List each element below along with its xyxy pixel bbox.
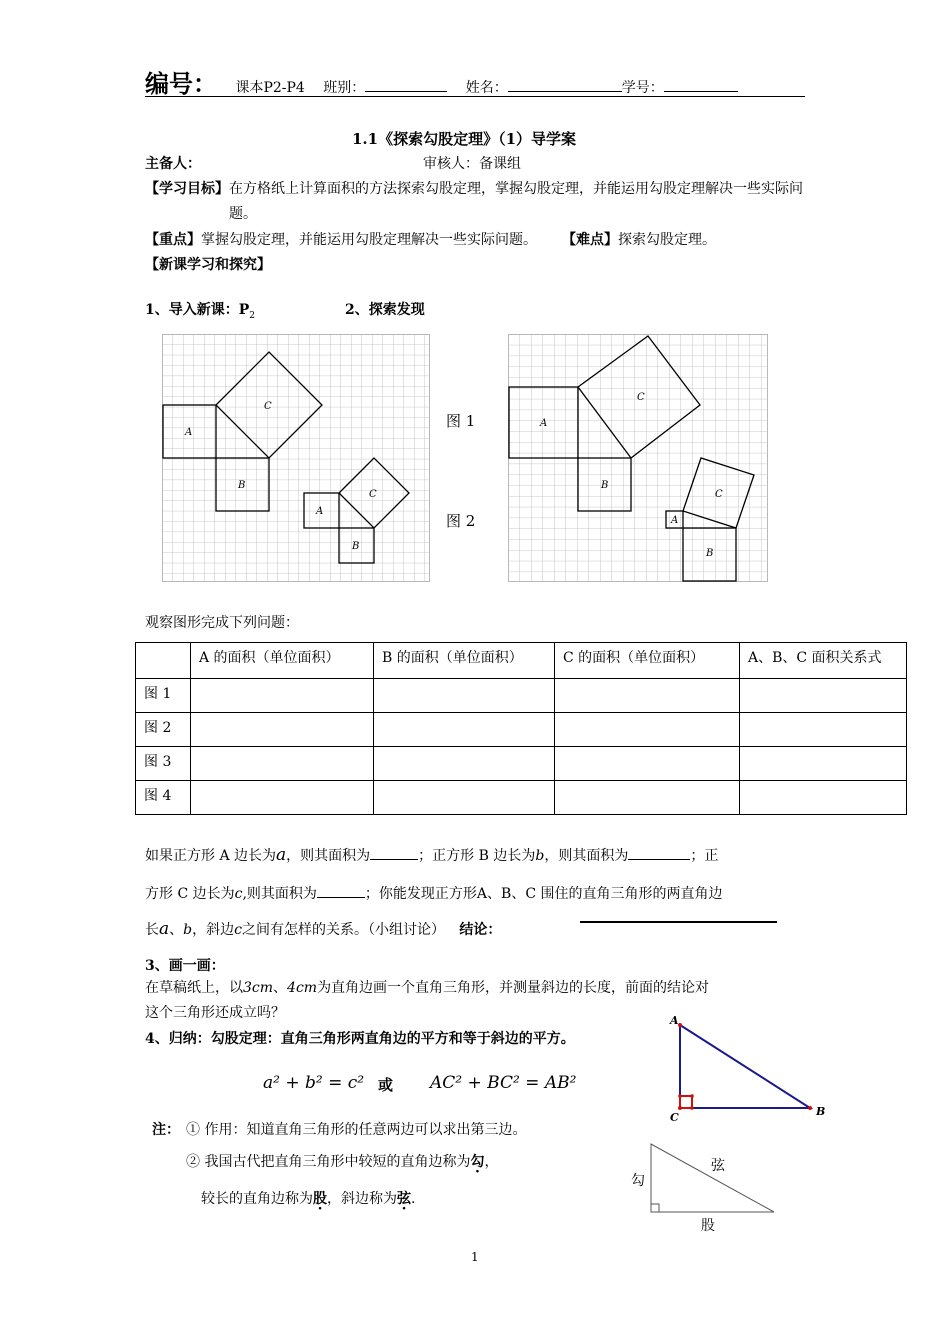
fig2-label-c: C: [369, 489, 377, 500]
section-3: 3、画一画：: [145, 958, 225, 974]
reviewer: 审核人：备课组: [423, 156, 521, 172]
table-cell[interactable]: [740, 713, 907, 747]
key-point: [145, 229, 537, 249]
blank-b-area[interactable]: [628, 847, 690, 860]
row-label: 图 3: [136, 747, 191, 781]
note-text: ，斜边称为: [327, 1191, 397, 1207]
table-cell[interactable]: [191, 679, 374, 713]
blank-c-area[interactable]: [317, 885, 365, 898]
fig3-label-a: A: [540, 418, 548, 429]
table-header-row: [136, 643, 907, 679]
var-b: b: [183, 922, 193, 938]
table-cell[interactable]: [555, 747, 740, 781]
goal-text: 在方格纸上计算面积的方法探索勾股定理，掌握勾股定理，并能运用勾股定理解决一些实际问: [229, 181, 803, 197]
draw-text: 在草稿纸上，以: [145, 980, 243, 996]
row-label: 图 1: [136, 679, 191, 713]
var-c: c: [234, 922, 242, 938]
table-row: [136, 713, 907, 747]
fig4-label-b: B: [706, 548, 714, 559]
note-text: .: [411, 1191, 416, 1207]
id-label: 学号：: [621, 80, 664, 96]
fig1-label-b: B: [238, 480, 246, 491]
table-header-cell: [136, 643, 191, 679]
name-label: 姓名：: [465, 80, 508, 96]
para-line-2: [145, 883, 722, 903]
note-2: [186, 1151, 498, 1171]
vertex-a: A: [670, 1014, 679, 1027]
para-text: ，则其面积为: [544, 848, 629, 864]
formula-or: 或: [378, 1076, 394, 1094]
var-c: c: [234, 886, 243, 902]
table-header-cell: A 的面积（单位面积）: [191, 643, 374, 679]
table-header-cell: A、B、C 面积关系式: [740, 643, 907, 679]
conclusion-label: 结论：: [459, 922, 502, 938]
fig2-label-a: A: [316, 506, 324, 517]
table-row: [136, 747, 907, 781]
row-label: 图 2: [136, 713, 191, 747]
note-tag: 注：: [152, 1122, 180, 1138]
fig1-label-a: A: [185, 427, 193, 438]
triangle-gou-gu-xian: [625, 1140, 785, 1235]
diff-tag: 【难点】: [562, 232, 618, 248]
id-blank[interactable]: [664, 77, 738, 92]
table-cell[interactable]: [555, 679, 740, 713]
fig1-label-c: C: [264, 401, 272, 412]
draw-line-2: 这个三角形还成立吗？: [145, 1005, 285, 1021]
para-line-3: [145, 919, 501, 939]
note-3: [201, 1188, 415, 1208]
section-1-text: 1、导入新课：P: [145, 302, 250, 318]
page-number: 1: [471, 1250, 479, 1264]
para-text: ，则其面积为: [286, 848, 371, 864]
difficulty: [562, 229, 716, 249]
section-4: 4、归纳：勾股定理：直角三角形两直角边的平方和等于斜边的平方。: [145, 1031, 575, 1047]
para-text: 、: [169, 922, 184, 938]
goal-text-cont: 题。: [229, 206, 257, 222]
label-gu: 股: [701, 1218, 715, 1234]
note-text: 较长的直角边称为: [201, 1191, 313, 1207]
key-tag: 【重点】: [145, 232, 201, 248]
section-1-sub: 2: [249, 310, 256, 321]
note-text: ② 我国古代把直角三角形中较短的直角边称为: [186, 1154, 471, 1170]
section-1: [145, 299, 255, 321]
grid-figure-left: [162, 334, 430, 582]
para-text: ；正: [690, 848, 719, 864]
label-xian: 弦: [711, 1158, 725, 1174]
table-header-cell: C 的面积（单位面积）: [555, 643, 740, 679]
var-a: a: [159, 919, 170, 939]
preparer-label: 主备人：: [145, 156, 201, 172]
table-cell[interactable]: [740, 747, 907, 781]
para-text: 长: [145, 922, 159, 938]
area-table: [135, 642, 907, 815]
para-line-1: [145, 845, 718, 865]
fig3-label-b: B: [601, 480, 609, 491]
para-text: 之间有怎样的关系。（小组讨论）: [241, 922, 445, 938]
class-blank[interactable]: [365, 77, 447, 92]
draw-text: 为直角边画一个直角三角形，并测量斜边的长度，前面的结论对: [317, 980, 710, 996]
key-text: 掌握勾股定理，并能运用勾股定理解决一些实际问题。: [201, 232, 537, 248]
fig4-label-c: C: [715, 489, 723, 500]
book-pages: 课本P2-P4: [235, 80, 305, 96]
fig4-label-a: A: [671, 515, 679, 526]
table-cell[interactable]: [740, 679, 907, 713]
table-cell[interactable]: [374, 713, 555, 747]
grid-figure-right: [508, 334, 768, 582]
table-cell[interactable]: [374, 781, 555, 815]
note-text: ，: [484, 1154, 499, 1170]
row-label: 图 4: [136, 781, 191, 815]
number-label: 编号：: [145, 70, 217, 98]
fig2-label-b: B: [352, 541, 360, 552]
vertex-b: B: [816, 1105, 826, 1118]
table-row: [136, 781, 907, 815]
right-angle-mark: [680, 1096, 692, 1108]
fig1-caption: 图 1: [446, 412, 476, 430]
blank-a-area[interactable]: [370, 847, 418, 860]
draw-text: 、: [273, 980, 288, 996]
table-cell[interactable]: [740, 781, 907, 815]
table-header-cell: B 的面积（单位面积）: [374, 643, 555, 679]
label-gou: 勾: [631, 1173, 645, 1189]
table-cell[interactable]: [191, 781, 374, 815]
table-cell[interactable]: [374, 747, 555, 781]
para-text: ,则其面积为: [242, 886, 317, 902]
observe-prompt: 观察图形完成下列问题：: [145, 615, 299, 631]
page-header: [145, 64, 805, 97]
learning-goal: [145, 178, 803, 198]
table-cell[interactable]: [555, 713, 740, 747]
table-cell[interactable]: [555, 781, 740, 815]
para-text: 方形 C 边长为: [145, 886, 235, 902]
table-cell[interactable]: [374, 679, 555, 713]
para-text: ，斜边: [192, 922, 235, 938]
name-blank[interactable]: [508, 77, 622, 92]
para-text: ；你能发现正方形A、B、C 围住的直角三角形的两直角边: [364, 886, 723, 902]
fig3-label-c: C: [637, 392, 645, 403]
length-4cm: 4cm: [287, 980, 318, 996]
para-text: 如果正方形 A 边长为: [145, 848, 277, 864]
triangle-abc: [660, 1012, 830, 1127]
para-text: ；正方形 B 边长为: [418, 848, 536, 864]
formula-left: a² + b² = c²: [263, 1073, 365, 1093]
goal-tag: 【学习目标】: [145, 181, 229, 197]
table-cell[interactable]: [191, 713, 374, 747]
var-b: b: [535, 848, 545, 864]
fig2-caption: 图 2: [446, 512, 476, 530]
note-1: ① 作用：知道直角三角形的任意两边可以求出第三边。: [186, 1122, 527, 1138]
vertex-c: C: [670, 1111, 679, 1124]
table-cell[interactable]: [191, 747, 374, 781]
new-lesson-heading: 【新课学习和探究】: [145, 257, 271, 273]
section-2: 2、探索发现: [345, 302, 425, 318]
draw-line-1: [145, 977, 709, 997]
class-label: 班别：: [323, 80, 366, 96]
var-a: a: [276, 845, 287, 865]
term-gou: 勾: [470, 1154, 485, 1170]
term-gu: 股: [313, 1191, 327, 1207]
table-row: [136, 679, 907, 713]
conclusion-blank[interactable]: [580, 921, 777, 923]
page-title: 1.1《探索勾股定理》（1）导学案: [352, 130, 577, 148]
diff-text: 探索勾股定理。: [618, 232, 716, 248]
formula-right: AC² + BC² = AB²: [430, 1073, 577, 1093]
term-xian: 弦: [397, 1191, 411, 1207]
length-3cm: 3cm: [243, 980, 274, 996]
